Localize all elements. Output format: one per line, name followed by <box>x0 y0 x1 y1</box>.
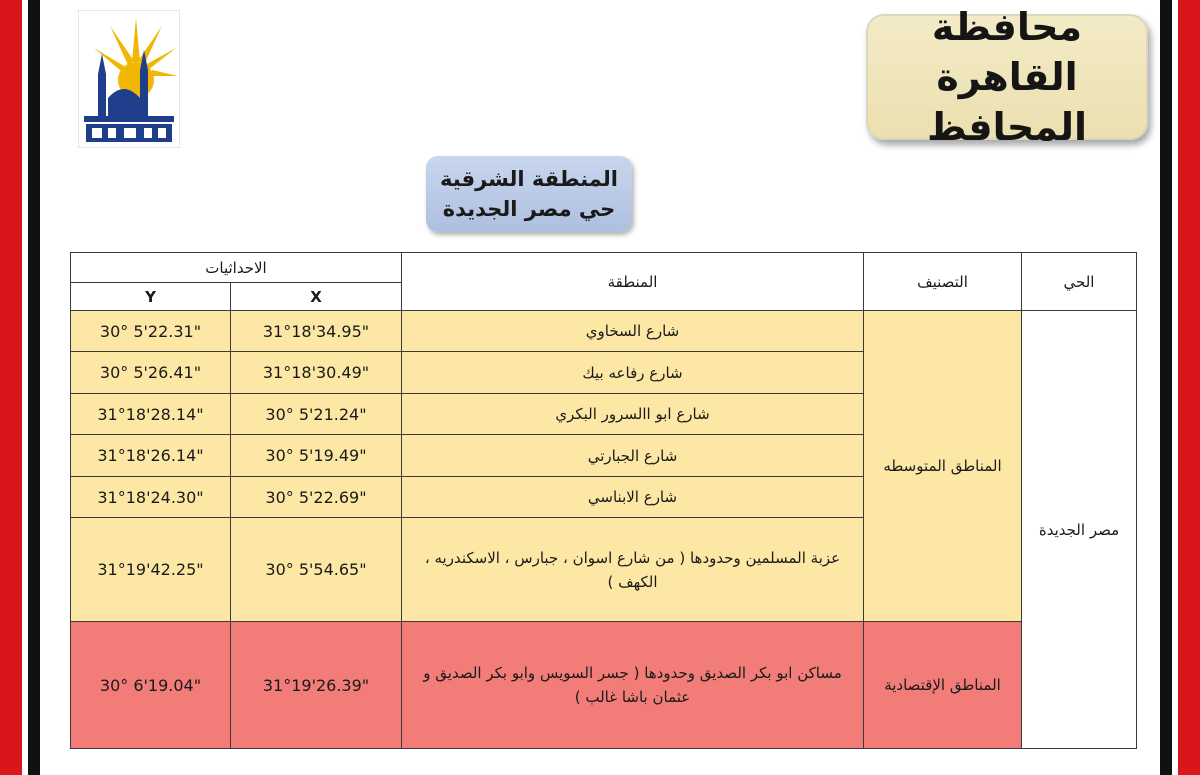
area-name: شارع ابو االسرور البكري <box>402 394 864 435</box>
x-coordinate: 31°18'30.49" <box>231 352 402 394</box>
district-header: الحي <box>1022 253 1137 311</box>
x-header: X <box>231 283 402 311</box>
x-coordinate: 31°19'26.39" <box>231 622 402 749</box>
x-coordinate: 30° 5'21.24" <box>231 394 402 435</box>
area-name: عزبة المسلمين وحدودها ( من شارع اسوان ، جبارس ، الاسكندريه ، الكهف ) <box>402 518 864 622</box>
district-name: مصر الجديدة <box>1022 311 1137 749</box>
classification-economic: المناطق الإقتصادية <box>864 622 1022 749</box>
cairo-governorate-logo <box>78 10 180 148</box>
x-coordinate: 31°18'34.95" <box>231 311 402 352</box>
left-black-stripe <box>28 0 40 775</box>
y-coordinate: 31°18'24.30" <box>71 477 231 518</box>
left-red-stripe <box>0 0 22 775</box>
governor-title: المحافظ <box>927 105 1087 149</box>
area-header: المنطقة <box>402 253 864 311</box>
x-coordinate: 30° 5'22.69" <box>231 477 402 518</box>
classification-header: التصنيف <box>864 253 1022 311</box>
classification-medium: المناطق المتوسطه <box>864 311 1022 622</box>
governorate-title-box <box>866 5 1148 149</box>
right-red-stripe <box>1178 0 1200 775</box>
y-coordinate: 30° 5'22.31" <box>71 311 231 352</box>
governorate-name: محافظة القاهرة <box>931 5 1083 99</box>
x-coordinate: 30° 5'19.49" <box>231 435 402 477</box>
district-title: حي مصر الجديدة <box>442 197 616 221</box>
region-name: المنطقة الشرقية <box>440 167 618 191</box>
region-title-box <box>426 156 632 232</box>
header-row <box>71 253 1137 283</box>
area-name: شارع السخاوي <box>402 311 864 352</box>
area-name: شارع الابناسي <box>402 477 864 518</box>
y-coordinate: 31°18'28.14" <box>71 394 231 435</box>
right-black-stripe <box>1160 0 1172 775</box>
y-coordinate: 30° 6'19.04" <box>71 622 231 749</box>
area-name: شارع رفاعه بيك <box>402 352 864 394</box>
y-coordinate: 31°18'26.14" <box>71 435 231 477</box>
coordinates-table <box>70 252 1137 749</box>
table-row <box>71 622 1137 749</box>
x-coordinate: 30° 5'54.65" <box>231 518 402 622</box>
y-header: Y <box>71 283 231 311</box>
area-name: مساكن ابو بكر الصديق وحدودها ( جسر السويس وابو بكر الصديق و عثمان باشا غالب ) <box>402 622 864 749</box>
coordinates-header: الاحداثيات <box>71 253 402 283</box>
table-row <box>71 311 1137 352</box>
area-name: شارع الجبارتي <box>402 435 864 477</box>
y-coordinate: 30° 5'26.41" <box>71 352 231 394</box>
y-coordinate: 31°19'42.25" <box>71 518 231 622</box>
